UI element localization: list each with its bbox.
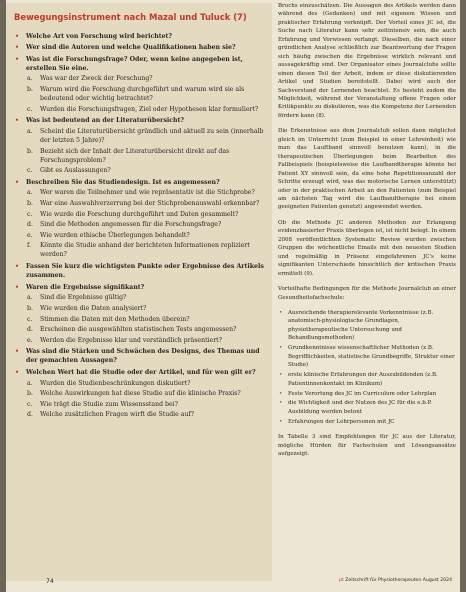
condition-item bbox=[278, 390, 456, 398]
question-text: Könnte die Studie anhand der berichteten Informationen repliziert werden? bbox=[40, 242, 250, 259]
question-text: Werden die Ergebnisse klar und verständlich präsentiert? bbox=[40, 336, 222, 344]
question-item bbox=[14, 368, 266, 377]
question-list bbox=[14, 29, 266, 419]
condition-item bbox=[278, 399, 456, 416]
subquestion-label: c. bbox=[27, 167, 33, 175]
question-text: Wie wurden die Daten analysiert? bbox=[40, 304, 147, 312]
condition-text: Erfahrungen der Lehrpersonen mit JC bbox=[288, 418, 395, 425]
question-text: Sind die Methoden angemessen für die Forschungsfrage? bbox=[40, 221, 222, 229]
subquestion-item bbox=[14, 188, 266, 197]
paragraph-5: In Tabelle 3 sind Empfehlungen für JC aus der Literatur, mögliche Hürden für Fachschulen und Lösungsansätze aufgezeigt. bbox=[278, 434, 456, 458]
subquestion-label: a. bbox=[27, 127, 33, 135]
condition-item bbox=[278, 418, 456, 426]
subquestion-item bbox=[14, 231, 266, 240]
subquestion-label: d. bbox=[27, 326, 33, 334]
subquestion-item bbox=[14, 147, 266, 165]
subquestion-item bbox=[14, 127, 266, 145]
question-text: Sind die Ergebnisse gültig? bbox=[40, 294, 127, 302]
subquestion-label: b. bbox=[27, 200, 33, 207]
question-item bbox=[14, 43, 266, 52]
question-item bbox=[14, 32, 266, 41]
bullet-icon: • bbox=[15, 263, 19, 271]
subquestion-item bbox=[14, 241, 266, 259]
subquestion-item bbox=[14, 325, 266, 334]
question-text: Wie trägt die Studie zum Wissensstand bei? bbox=[40, 400, 178, 408]
subquestion-label: b. bbox=[27, 304, 33, 312]
question-text: Fassen Sie kurz die wichtigsten Punkte oder Ergebnisse des Artikels zusammen. bbox=[26, 263, 264, 280]
bullet-icon: • bbox=[15, 348, 19, 356]
subquestion-item bbox=[14, 400, 266, 409]
question-text: Welche Auswirkungen hat diese Studie auf die klinische Praxis? bbox=[40, 390, 241, 398]
question-text: Warum wird die Forschung durchgeführt und warum wird sie als bedeutend oder wichtig betrachtet? bbox=[40, 85, 245, 103]
subquestion-item bbox=[14, 85, 266, 103]
subquestion-item bbox=[14, 410, 266, 419]
bullet-icon: • bbox=[279, 400, 283, 407]
footer-journal: Zeitschrift für Physiotherapeuten bbox=[345, 578, 422, 583]
question-text: Wer waren die Teilnehmer und wie repräsentativ ist die Stichprobe? bbox=[40, 189, 255, 197]
question-text: Welche Art von Forschung wird berichtet? bbox=[26, 32, 173, 40]
question-text: Erscheinen die ausgewählten statistischen Tests angemessen? bbox=[40, 326, 237, 334]
question-text: Wer sind die Autoren und welche Qualifikationen haben sie? bbox=[26, 44, 236, 52]
bullet-icon: • bbox=[15, 44, 19, 52]
subquestion-label: b. bbox=[27, 147, 33, 155]
subquestion-item bbox=[14, 389, 266, 398]
subquestion-label: b. bbox=[27, 85, 33, 93]
question-box bbox=[6, 3, 272, 581]
question-item bbox=[14, 283, 266, 292]
question-item bbox=[14, 178, 266, 187]
journal-page bbox=[6, 0, 460, 592]
question-text: Wurden die Forschungsfragen, Ziel oder Hypothesen klar formuliert? bbox=[40, 105, 259, 113]
subquestion-item bbox=[14, 315, 266, 324]
bullet-icon: • bbox=[15, 283, 19, 291]
bullet-icon: • bbox=[279, 418, 283, 425]
condition-text: Grundkenntnisse wissenschaftlicher Methoden (z.B. Begrifflichkeiten, statistische Grundbegriffe, Struktur einer Studie) bbox=[288, 345, 455, 369]
footer-brand: pt bbox=[339, 578, 344, 583]
subquestion-label: a. bbox=[27, 75, 33, 83]
bullet-icon: • bbox=[15, 369, 19, 376]
question-text: Waren die Ergebnisse signifikant? bbox=[26, 283, 145, 291]
subquestion-item bbox=[14, 304, 266, 313]
paragraph-4: Vorteilhafte Bedingungen für die Methode Journalclub an einer Gesundheitsfachschule: bbox=[278, 286, 456, 301]
bullet-icon: • bbox=[15, 178, 19, 186]
condition-item bbox=[278, 309, 456, 343]
paragraph-3: Ob die Methode JC anderen Methoden zur Erlangung evidenzbasierter Praxis überlegen ist, ist nicht belegt. In einem 2008 veröffentlichten Systematic Review wurden zwischen Gruppen die wöchentliche Emails mit den neuesten Studien und regelmäßig in Präsenz eingefahrenen JC's keine signifikanten Unterschiede hinsichtlich der kritischen Praxis ermittelt (9). bbox=[278, 219, 456, 277]
body-text-column bbox=[278, 2, 456, 466]
paragraph-2: Die Erkenntnisse aus dem Journalclub sollen dann möglichst gleich im Unterricht (zum Beispiel in einer Lehreinheit) wie man das Lauftband sinnvoll benutzen kann), in die therapeutischen Überlegungen beim Bearbeiten des Fallbeispiels (beispielsweise die Laufbandtherapie könnte bei Patient XY sinnvoll sein, da eine hohe Repetitionsanzahl der Schritte erzeugt wird, was das motorische Lernen unterstützt) oder in der praktischen Arbeit an den Patienten (zum Beispiel am nächsten Tag wird die Laufbandtherapie bei einem geeigneten Patienten genutzt) angewendet werden. bbox=[278, 128, 456, 211]
subquestion-item bbox=[14, 199, 266, 208]
subquestion-item bbox=[14, 220, 266, 229]
bullet-icon: • bbox=[15, 55, 19, 63]
question-item bbox=[14, 347, 266, 365]
subquestion-item bbox=[14, 74, 266, 83]
subquestion-label: c. bbox=[27, 315, 33, 323]
question-text: Bezieht sich der Inhalt der Literaturübersicht direkt auf das Forschungsproblem? bbox=[40, 147, 230, 164]
question-text: Stimmen die Daten mit den Methoden überein? bbox=[40, 315, 190, 323]
question-text: Wurden die Studienbeschränkungen diskutiert? bbox=[40, 379, 191, 387]
subquestion-label: c. bbox=[27, 400, 33, 408]
question-text: Was sind die Stärken und Schwächen des Designs, des Themas und der gemachten Aussagen? bbox=[26, 348, 260, 365]
bullet-icon: • bbox=[279, 390, 283, 397]
condition-text: die Wichtigkeit und der Nutzen des JC für die e.b.P. Ausbildung werden betont bbox=[288, 400, 432, 415]
subquestion-label: e. bbox=[27, 336, 33, 344]
bullet-icon: • bbox=[15, 32, 19, 40]
paragraph-1: Bruchs einzuschätzen. Die Aussagen des Artikels werden dann während des (Gedanken) und mit eigenem Wissen und praktischer Erfahrung verknüpft. Der Vorteil eines JC ist, die Suche nach Literatur kann sehr zeitintensiv sein, die auch Erfahrung und Vorwissen verlangt. Dieselben, die nach einer gründlichen Analyse schließlich zur Beantwortung der Fragen sich häufig zwischen die Ergebnisse wirklich relevant und aussagekräftig sind. Der Organisator eines Journalclubs sollte einen diesen Teil der Arbeit, indem er diese diskutierenden Artikel und Studien bereitstellt. Dabei wird auch der Sachverstand der Lernenden beachtet. Es besteht zudem die Möglichkeit, während der Veranstaltung offene Fragen oder Kritikpunkte zu diskutieren, was die Kompetenz der Lernenden fördern kann (8). bbox=[278, 3, 456, 119]
question-text: Wie wurde die Forschung durchgeführt und Daten gesammelt? bbox=[40, 210, 239, 218]
box-title: Bewegungsinstrument nach Mazal und Tuluck (7) bbox=[14, 12, 247, 22]
subquestion-label: d. bbox=[27, 221, 33, 229]
question-text: Was ist die Forschungsfrage? Oder, wenn keine angegeben ist, erstellen Sie eine. bbox=[26, 55, 243, 72]
bullet-icon: • bbox=[279, 372, 283, 379]
bullet-icon: • bbox=[279, 345, 283, 352]
question-text: Gibt es Auslassungen? bbox=[40, 167, 111, 175]
subquestion-item bbox=[14, 166, 266, 175]
subquestion-label: c. bbox=[27, 105, 33, 113]
subquestion-item bbox=[14, 210, 266, 219]
condition-text: erste klinische Erfahrungen der Auszubildenden (z.B. Patientinnenkontakt im Klinikum) bbox=[288, 372, 438, 387]
subquestion-item bbox=[14, 293, 266, 302]
subquestion-label: e. bbox=[27, 231, 33, 239]
question-item bbox=[14, 262, 266, 280]
question-text: Welche zusätzlichen Fragen wirft die Studie auf? bbox=[40, 411, 195, 419]
subquestion-label: a. bbox=[27, 294, 33, 302]
subquestion-item bbox=[14, 379, 266, 388]
page-number: 74 bbox=[46, 578, 54, 585]
question-text: Scheint die Literaturübersicht gründlich und aktuell zu sein (innerhalb der letzten 5 Jahre)? bbox=[40, 127, 264, 144]
question-text: War eine Auswahlverzerrung bei der Stichprobenauswahl erkennbar? bbox=[40, 200, 260, 207]
subquestion-label: a. bbox=[27, 189, 33, 197]
question-text: Wie wurden ethische Überlegungen behandelt? bbox=[40, 231, 190, 239]
question-item bbox=[14, 116, 266, 125]
question-text: Was ist bedeutend an der Literaturübersicht? bbox=[26, 117, 185, 125]
conditions-list bbox=[278, 309, 456, 426]
bullet-icon: • bbox=[15, 117, 19, 125]
subquestion-label: b. bbox=[27, 390, 33, 398]
condition-item bbox=[278, 344, 456, 369]
subquestion-label: a. bbox=[27, 379, 33, 387]
footer-edition: August 2024 bbox=[422, 578, 452, 583]
condition-item bbox=[278, 371, 456, 388]
bullet-icon: • bbox=[279, 309, 283, 316]
journal-footer bbox=[339, 578, 452, 583]
question-text: Welchen Wert hat die Studie oder der Artikel, und für wen gilt er? bbox=[26, 369, 256, 376]
subquestion-item bbox=[14, 105, 266, 114]
question-item bbox=[14, 55, 266, 73]
question-text: Beschreiben Sie das Studiendesign. Ist es angemessen? bbox=[26, 178, 220, 186]
subquestion-label: f. bbox=[27, 242, 32, 250]
condition-text: Feste Verortung des JC im Curriculum oder Lehrplan bbox=[288, 390, 437, 397]
question-text: Was war der Zweck der Forschung? bbox=[40, 75, 153, 83]
subquestion-label: c. bbox=[27, 210, 33, 218]
subquestion-item bbox=[14, 336, 266, 345]
condition-text: Ausreichende therapierelevante Vorkenntnisse (z.B. anatomisch-physiologische Grundlagen, physiotherapeutische Untersuchung und Behandlungsmethoden) bbox=[288, 309, 434, 342]
subquestion-label: d. bbox=[27, 411, 33, 419]
